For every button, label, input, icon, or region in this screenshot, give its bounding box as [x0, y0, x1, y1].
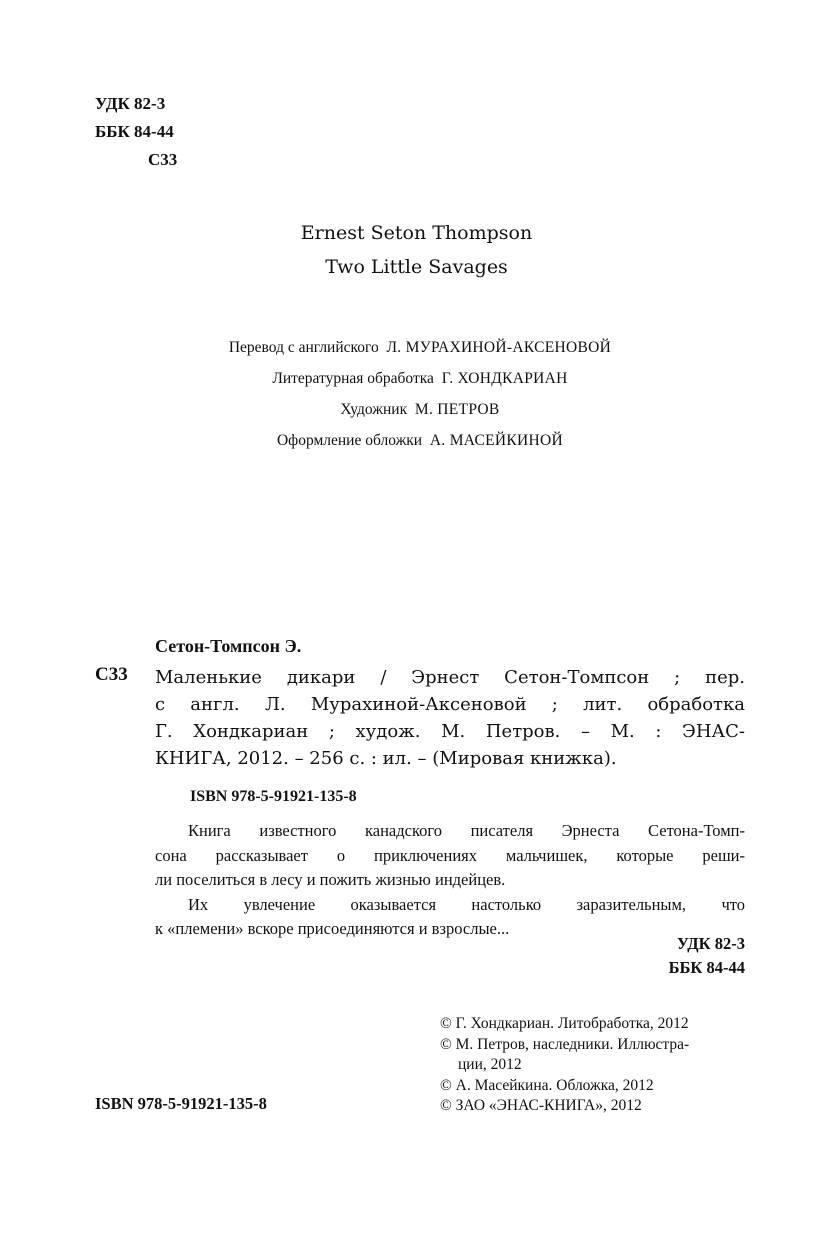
bbk-code: ББК 84-44: [95, 122, 174, 141]
annotation-line: сона рассказывает о приключениях мальчишек, которые реши-: [155, 845, 745, 865]
udk-code: УДК 82-3: [676, 934, 745, 953]
credit-line-illustrator: [0, 394, 833, 425]
annotation-line: ли поселиться в лесу и пожить жизнью индейцев.: [155, 870, 506, 889]
credit-name: Г. ХОНДКАРИАН: [441, 370, 568, 387]
udk-code: УДК 82-3: [95, 94, 166, 113]
bib-author: Сетон-Томпсон Э.: [155, 636, 302, 656]
copyright-block: [440, 1014, 745, 1117]
bib-line: Г. Хондкариан ; худож. М. Петров. – М. : ЭНАС-: [155, 721, 745, 742]
credit-line-adaptation: [0, 363, 833, 394]
bib-line: Маленькие дикари / Эрнест Сетон-Томпсон ; пер.: [155, 667, 745, 688]
original-author: Ernest Seton Thompson: [300, 222, 533, 244]
credit-name: М. ПЕТРОВ: [414, 401, 500, 418]
isbn-bottom: ISBN 978-5-91921-135-8: [95, 1094, 267, 1113]
original-title: Two Little Savages: [325, 256, 508, 278]
classification-block-bottom: [669, 932, 745, 980]
credit-name: А. МАСЕЙКИНОЙ: [429, 432, 564, 449]
credit-role: Перевод с английского: [228, 339, 379, 356]
bib-line: с англ. Л. Мурахиной-Аксеновой ; лит. обработка: [155, 694, 745, 715]
author-sign-code: С33: [148, 150, 178, 169]
credit-name: Л. МУРАХИНОЙ-АКСЕНОВОЙ: [386, 339, 612, 356]
bib-author-sign: С33: [95, 664, 128, 685]
bib-line: КНИГА, 2012. – 256 с. : ил. – (Мировая книжка).: [155, 748, 617, 769]
copyright-line: © ЗАО «ЭНАС-КНИГА», 2012: [440, 1097, 642, 1114]
copyright-line: © М. Петров, наследники. Иллюстра-: [440, 1035, 690, 1053]
classification-block-top: [95, 90, 177, 174]
annotation: [155, 819, 745, 942]
copyright-line: © Г. Хондкариан. Литобработка, 2012: [440, 1015, 689, 1032]
annotation-line: Книга известного канадского писателя Эрнеста Сетона-Томп-: [188, 821, 745, 840]
copyright-line: © А. Масейкина. Обложка, 2012: [440, 1076, 654, 1094]
copyright-line: ции, 2012: [458, 1056, 522, 1073]
credit-role: Художник: [340, 401, 408, 418]
credit-line-translation: [0, 332, 833, 363]
bib-isbn: ISBN 978-5-91921-135-8: [190, 788, 357, 805]
bib-description: [155, 664, 745, 772]
annotation-line: Их увлечение оказывается настолько заразительным, что: [188, 894, 745, 914]
annotation-line: к «племени» вскоре присоединяются и взрослые...: [155, 919, 510, 938]
credit-role: Оформление обложки: [276, 432, 423, 449]
credit-line-cover: [0, 425, 833, 456]
bbk-code: ББК 84-44: [668, 958, 745, 977]
credit-role: Литературная обработка: [272, 370, 434, 387]
credits-block: [0, 332, 833, 456]
